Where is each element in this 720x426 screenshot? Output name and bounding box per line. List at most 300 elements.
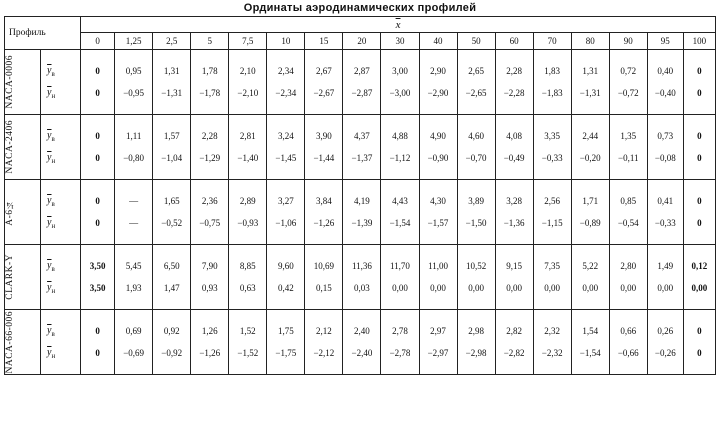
lower-value: 3,50: [89, 283, 106, 293]
ordinate-cell: [343, 50, 381, 115]
ordinate-cell: [305, 180, 343, 245]
upper-value: 0: [95, 66, 100, 76]
upper-value: 0,92: [163, 326, 180, 336]
column-header: 15: [305, 33, 343, 50]
upper-value: 1,31: [582, 66, 599, 76]
ordinate-cell: [683, 180, 715, 245]
ordinate-cell: [267, 245, 305, 310]
ordinate-labels-cell: [41, 180, 81, 245]
profile-column-header: Профиль: [5, 17, 81, 50]
upper-value: 2,44: [582, 131, 599, 141]
table-body: [5, 50, 716, 375]
profile-name: NACA-2406: [5, 120, 15, 174]
lower-value: 0,00: [430, 283, 446, 293]
ordinate-cell: [81, 310, 115, 375]
upper-value: 11,00: [428, 261, 448, 271]
page-title: Ординаты аэродинамических профилей: [243, 2, 477, 14]
upper-value: 2,40: [354, 326, 370, 336]
upper-value: 9,15: [506, 261, 522, 271]
upper-value: 8,85: [239, 261, 256, 271]
lower-value: −0,49: [503, 153, 525, 163]
ordinate-cell: [571, 245, 609, 310]
lower-value: −1,78: [199, 88, 221, 98]
lower-value: −1,40: [237, 153, 259, 163]
profile-name-cell: [5, 245, 41, 310]
upper-value: 4,37: [354, 131, 370, 141]
upper-value: 1,52: [239, 326, 256, 336]
ordinate-cell: [191, 115, 229, 180]
ordinate-cell: [495, 115, 533, 180]
lower-value: −2,32: [541, 348, 563, 358]
lower-value: 0,00: [657, 283, 674, 293]
ordinate-cell: [81, 115, 115, 180]
ordinate-cell: [533, 180, 571, 245]
upper-value: 2,67: [316, 66, 332, 76]
lower-value: −1,54: [579, 348, 601, 358]
profile-row: [5, 180, 716, 245]
upper-value: 0,69: [125, 326, 142, 336]
lower-value: 0,00: [468, 283, 484, 293]
lower-ordinate-label: [47, 342, 80, 364]
lower-value: 1,93: [125, 283, 142, 293]
ordinate-cell: [495, 180, 533, 245]
upper-ordinate-label: [47, 255, 80, 277]
lower-ordinate-label: [47, 277, 80, 299]
upper-value: 0,66: [620, 326, 637, 336]
column-header: 40: [419, 33, 457, 50]
upper-ordinate-label: [47, 190, 80, 212]
upper-value: 0: [95, 196, 100, 206]
lower-value: −2,34: [275, 88, 297, 98]
lower-value: 0: [697, 348, 702, 358]
lower-value: −2,67: [313, 88, 335, 98]
profile-name-cell: [5, 50, 41, 115]
ordinate-cell: [343, 310, 381, 375]
upper-value: 1,26: [201, 326, 218, 336]
upper-value: 0: [697, 66, 702, 76]
column-header: 50: [457, 33, 495, 50]
lower-value: −1,44: [313, 153, 335, 163]
ordinate-cell: [267, 115, 305, 180]
upper-value: 4,30: [430, 196, 446, 206]
upper-value: 0: [697, 326, 702, 336]
ordinate-cell: [381, 180, 419, 245]
upper-value: 2,36: [201, 196, 218, 206]
lower-value: −1,36: [503, 218, 525, 228]
ordinate-cell: [609, 310, 647, 375]
lower-value: −2,97: [427, 348, 449, 358]
upper-value: 11,70: [390, 261, 410, 271]
ordinate-cell: [381, 115, 419, 180]
upper-value: 1,78: [201, 66, 218, 76]
upper-value: 0,40: [657, 66, 674, 76]
lower-value: −0,90: [427, 153, 449, 163]
lower-value: −1,29: [199, 153, 221, 163]
upper-value: 7,90: [201, 261, 218, 271]
ordinate-cell: [533, 245, 571, 310]
ordinate-cell: [343, 245, 381, 310]
ordinate-cell: [647, 310, 683, 375]
ordinate-cell: [153, 180, 191, 245]
lower-value: −1,83: [541, 88, 563, 98]
ordinate-cell: [571, 50, 609, 115]
ordinate-cell: [419, 310, 457, 375]
lower-value: −2,10: [237, 88, 259, 98]
upper-value: 1,11: [125, 131, 142, 141]
upper-value: —: [129, 196, 139, 206]
upper-value: 2,78: [392, 326, 408, 336]
lower-value: 0,00: [620, 283, 637, 293]
column-header: 20: [343, 33, 381, 50]
lower-value: −2,65: [465, 88, 487, 98]
ordinate-subscript: н: [51, 287, 56, 295]
lower-value: −2,87: [351, 88, 373, 98]
column-header: 30: [381, 33, 419, 50]
lower-value: −0,40: [654, 88, 676, 98]
ordinate-cell: [115, 180, 153, 245]
upper-value: 0: [697, 131, 702, 141]
lower-value: −2,78: [389, 348, 411, 358]
upper-value: 4,60: [468, 131, 484, 141]
lower-value: 1,47: [163, 283, 180, 293]
upper-value: 0,72: [620, 66, 637, 76]
x-label: $\overline{x}$: [395, 18, 401, 31]
lower-value: −2,82: [503, 348, 525, 358]
lower-value: −2,90: [427, 88, 449, 98]
ordinate-cell: [419, 180, 457, 245]
lower-value: −0,11: [618, 153, 639, 163]
ordinate-cell: [343, 115, 381, 180]
ordinate-subscript: н: [51, 222, 56, 230]
ordinate-subscript: в: [51, 265, 55, 273]
ordinate-subscript: н: [51, 352, 56, 360]
ordinate-cell: [457, 180, 495, 245]
ordinate-cell: [381, 50, 419, 115]
lower-value: −0,08: [654, 153, 676, 163]
upper-value: 1,75: [277, 326, 294, 336]
column-header: 1,25: [115, 33, 153, 50]
ordinate-labels-cell: [41, 115, 81, 180]
ordinate-cell: [533, 310, 571, 375]
lower-value: 0: [697, 88, 702, 98]
column-header: 10: [267, 33, 305, 50]
ordinate-subscript: в: [51, 70, 55, 78]
lower-value: 0: [95, 218, 100, 228]
ordinate-cell: [381, 245, 419, 310]
profile-row: [5, 50, 716, 115]
lower-value: −1,54: [389, 218, 411, 228]
ordinate-cell: [191, 180, 229, 245]
ordinate-cell: [229, 115, 267, 180]
lower-value: −0,70: [465, 153, 487, 163]
ordinate-cell: [305, 245, 343, 310]
ordinate-cell: [495, 310, 533, 375]
column-header: 70: [533, 33, 571, 50]
profile-name: NACA-0006: [5, 55, 15, 109]
ordinate-cell: [115, 310, 153, 375]
ordinate-cell: [81, 50, 115, 115]
ordinate-symbol: $\overline{y}$: [47, 325, 52, 336]
ordinate-cell: [571, 310, 609, 375]
lower-value: 0,00: [392, 283, 408, 293]
lower-value: 0,63: [239, 283, 256, 293]
lower-value: −1,26: [199, 348, 221, 358]
upper-value: 1,83: [544, 66, 561, 76]
ordinate-cell: [419, 50, 457, 115]
ordinate-labels-cell: [41, 50, 81, 115]
lower-value: 0: [697, 153, 702, 163]
lower-value: −0,33: [654, 218, 676, 228]
upper-value: 3,00: [392, 66, 408, 76]
upper-ordinate-label: [47, 320, 80, 342]
ordinate-cell: [115, 115, 153, 180]
upper-value: 2,82: [506, 326, 522, 336]
upper-value: 2,87: [354, 66, 370, 76]
ordinate-cell: [533, 50, 571, 115]
upper-value: 0,26: [657, 326, 674, 336]
upper-value: 9,60: [277, 261, 294, 271]
upper-ordinate-label: [47, 60, 80, 82]
upper-value: 2,81: [239, 131, 256, 141]
lower-value: −1,50: [465, 218, 487, 228]
lower-value: −1,57: [427, 218, 449, 228]
lower-value: 0,00: [544, 283, 561, 293]
ordinate-cell: [305, 50, 343, 115]
upper-value: 2,90: [430, 66, 446, 76]
profile-name: NACA-66-006: [5, 310, 15, 374]
upper-value: 2,56: [544, 196, 561, 206]
lower-value: −1,06: [275, 218, 297, 228]
ordinate-cell: [683, 245, 715, 310]
lower-ordinate-label: [47, 147, 80, 169]
profile-row: [5, 310, 716, 375]
ordinate-symbol: $\overline{y}$: [47, 260, 52, 271]
ordinate-symbol: $\overline{y}$: [47, 195, 52, 206]
lower-value: −1,75: [275, 348, 297, 358]
upper-value: 0,95: [125, 66, 142, 76]
upper-value: 0,12: [691, 261, 708, 271]
column-header: 95: [647, 33, 683, 50]
ordinate-cell: [81, 245, 115, 310]
ordinate-cell: [457, 50, 495, 115]
lower-value: −1,12: [389, 153, 411, 163]
ordinate-cell: [457, 115, 495, 180]
upper-value: 10,52: [465, 261, 487, 271]
lower-value: −1,04: [161, 153, 183, 163]
ordinate-cell: [267, 50, 305, 115]
lower-value: −0,92: [161, 348, 183, 358]
ordinate-cell: [191, 310, 229, 375]
ordinate-cell: [495, 50, 533, 115]
ordinate-cell: [571, 115, 609, 180]
lower-value: −1,37: [351, 153, 373, 163]
upper-value: 1,31: [163, 66, 180, 76]
column-header: 7,5: [229, 33, 267, 50]
lower-value: −0,72: [617, 88, 639, 98]
lower-value: −1,45: [275, 153, 297, 163]
lower-value: −0,93: [237, 218, 259, 228]
upper-value: 2,80: [620, 261, 637, 271]
ordinate-cell: [609, 50, 647, 115]
ordinate-cell: [153, 50, 191, 115]
profile-name-cell: [5, 310, 41, 375]
ordinate-cell: [115, 245, 153, 310]
upper-ordinate-label: [47, 125, 80, 147]
upper-value: 1,71: [582, 196, 599, 206]
ordinate-cell: [229, 245, 267, 310]
ordinate-symbol: $\overline{y}$: [47, 347, 52, 358]
ordinate-cell: [683, 310, 715, 375]
lower-value: −1,31: [579, 88, 601, 98]
ordinate-cell: [191, 245, 229, 310]
lower-value: −0,95: [123, 88, 145, 98]
ordinate-cell: [533, 115, 571, 180]
upper-value: 3,28: [506, 196, 522, 206]
ordinate-cell: [267, 310, 305, 375]
profile-name: CLARK-Y: [5, 254, 15, 300]
lower-value: 0,00: [691, 283, 708, 293]
upper-value: 1,49: [657, 261, 674, 271]
upper-value: 3,27: [277, 196, 294, 206]
lower-value: −0,52: [161, 218, 183, 228]
upper-value: 0,73: [657, 131, 674, 141]
ordinate-cell: [305, 115, 343, 180]
ordinate-cell: [153, 245, 191, 310]
lower-value: 0: [697, 218, 702, 228]
ordinate-cell: [229, 50, 267, 115]
lower-value: −0,54: [617, 218, 639, 228]
ordinate-subscript: н: [51, 157, 56, 165]
ordinate-cell: [683, 115, 715, 180]
ordinate-cell: [305, 310, 343, 375]
ordinate-cell: [115, 50, 153, 115]
ordinate-cell: [191, 50, 229, 115]
ordinate-cell: [419, 115, 457, 180]
ordinate-cell: [609, 180, 647, 245]
upper-value: 0: [95, 326, 100, 336]
upper-value: 3,89: [468, 196, 484, 206]
lower-ordinate-label: [47, 212, 80, 234]
ordinate-cell: [609, 115, 647, 180]
upper-value: 1,35: [620, 131, 637, 141]
upper-value: 1,54: [582, 326, 599, 336]
lower-value: −2,28: [503, 88, 525, 98]
lower-value: 0,00: [506, 283, 522, 293]
lower-value: 0,00: [582, 283, 599, 293]
lower-value: −0,20: [579, 153, 601, 163]
lower-value: −0,75: [199, 218, 221, 228]
column-header: 90: [609, 33, 647, 50]
upper-value: 3,50: [89, 261, 106, 271]
column-header: 0: [81, 33, 115, 50]
upper-value: 4,08: [506, 131, 522, 141]
airfoil-ordinates-table: [4, 16, 716, 375]
ordinate-subscript: в: [51, 330, 55, 338]
upper-value: 4,90: [430, 131, 446, 141]
upper-value: 3,84: [316, 196, 332, 206]
column-header: 2,5: [153, 33, 191, 50]
lower-value: —: [129, 218, 139, 228]
ordinate-symbol: $\overline{y}$: [47, 130, 52, 141]
lower-value: −1,31: [161, 88, 183, 98]
upper-value: 4,43: [392, 196, 408, 206]
lower-value: −2,12: [313, 348, 335, 358]
ordinate-cell: [457, 245, 495, 310]
ordinate-cell: [81, 180, 115, 245]
lower-value: 0,03: [354, 283, 370, 293]
ordinate-subscript: в: [51, 135, 55, 143]
lower-value: −1,26: [313, 218, 335, 228]
profile-row: [5, 245, 716, 310]
ordinate-subscript: н: [51, 92, 56, 100]
upper-value: 4,88: [392, 131, 408, 141]
ordinate-cell: [647, 115, 683, 180]
lower-value: −0,26: [654, 348, 676, 358]
ordinate-cell: [683, 50, 715, 115]
lower-ordinate-label: [47, 82, 80, 104]
column-header: 100: [683, 33, 715, 50]
lower-value: −3,00: [389, 88, 411, 98]
upper-value: 11,36: [351, 261, 372, 271]
x-axis-header: [81, 17, 716, 33]
upper-value: 5,45: [125, 261, 142, 271]
upper-value: 2,12: [316, 326, 332, 336]
profile-name-cell: [5, 115, 41, 180]
column-header: 80: [571, 33, 609, 50]
upper-value: 2,65: [468, 66, 484, 76]
ordinate-symbol: $\overline{y}$: [47, 217, 52, 228]
upper-value: 0,41: [657, 196, 674, 206]
column-header-row: [5, 33, 716, 50]
ordinate-cell: [267, 180, 305, 245]
lower-value: −1,52: [237, 348, 259, 358]
ordinate-symbol: $\overline{y}$: [47, 152, 52, 163]
lower-value: 0,93: [201, 283, 218, 293]
ordinate-cell: [229, 180, 267, 245]
ordinate-cell: [153, 115, 191, 180]
upper-value: 1,65: [163, 196, 180, 206]
lower-value: 0,15: [316, 283, 332, 293]
column-header: 5: [191, 33, 229, 50]
profile-name: A-6¼: [5, 198, 15, 226]
ordinate-symbol: $\overline{y}$: [47, 65, 52, 76]
ordinate-cell: [381, 310, 419, 375]
upper-value: 3,90: [316, 131, 332, 141]
upper-value: 5,22: [582, 261, 599, 271]
upper-value: 2,89: [239, 196, 256, 206]
upper-value: 2,98: [468, 326, 484, 336]
lower-value: −2,40: [351, 348, 373, 358]
ordinate-cell: [229, 310, 267, 375]
upper-value: 2,28: [201, 131, 218, 141]
profile-name-cell: [5, 180, 41, 245]
ordinate-cell: [647, 180, 683, 245]
ordinate-cell: [419, 245, 457, 310]
lower-value: 0: [95, 153, 100, 163]
ordinate-symbol: $\overline{y}$: [47, 282, 52, 293]
lower-value: −0,69: [123, 348, 145, 358]
lower-value: −2,98: [465, 348, 487, 358]
lower-value: 0: [95, 88, 100, 98]
lower-value: −0,66: [617, 348, 639, 358]
upper-value: 2,97: [430, 326, 446, 336]
lower-value: −1,15: [541, 218, 563, 228]
ordinate-cell: [647, 245, 683, 310]
ordinate-subscript: в: [51, 200, 55, 208]
upper-value: 10,69: [313, 261, 334, 271]
upper-value: 4,19: [354, 196, 370, 206]
column-header: 60: [495, 33, 533, 50]
